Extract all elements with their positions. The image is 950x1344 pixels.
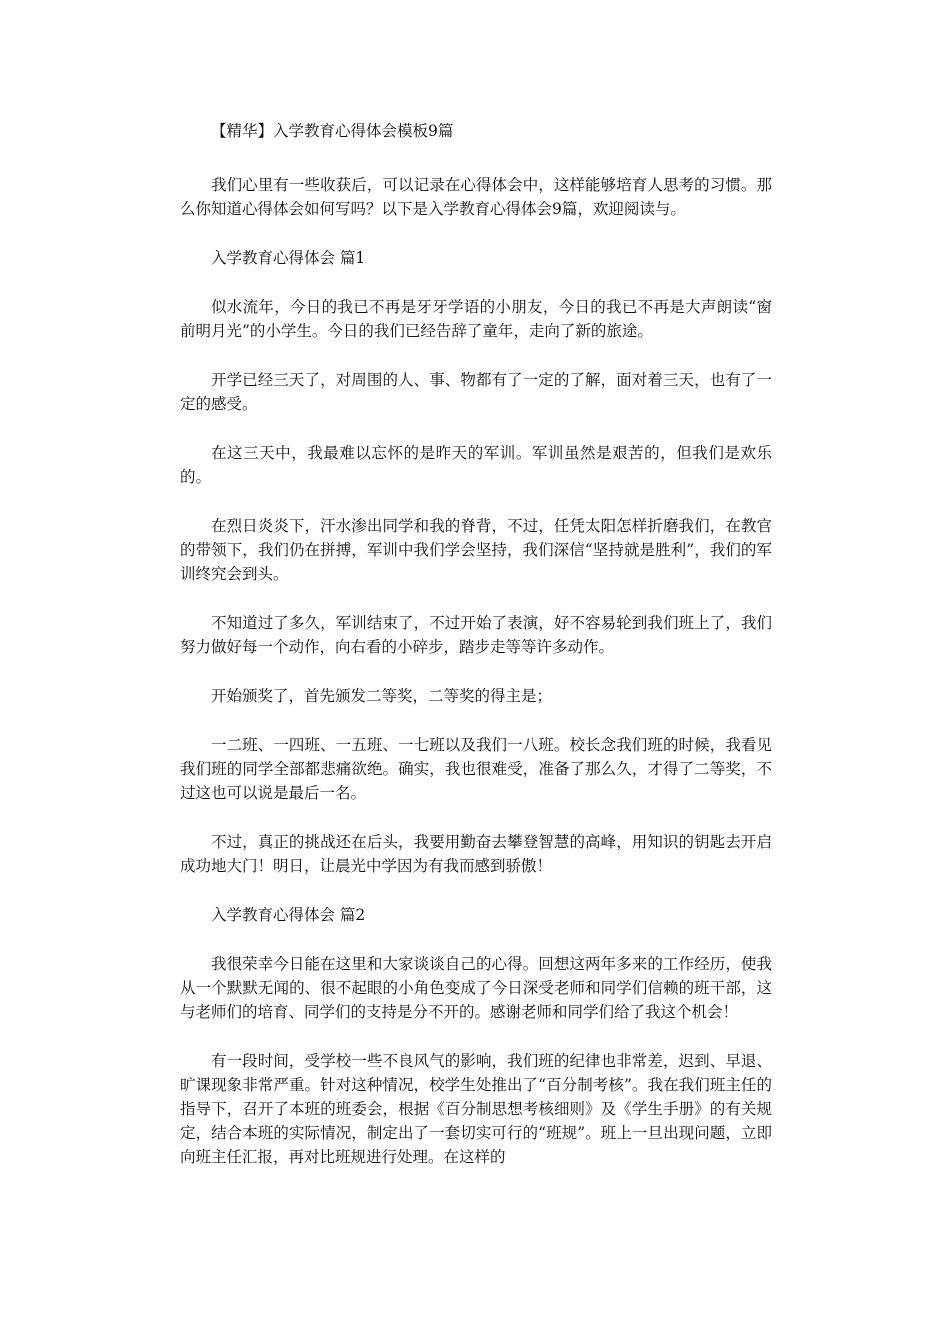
section-heading-2: 入学教育心得体会 篇2 [211, 906, 366, 924]
paragraph: 不过，真正的挑战还在后头，我要用勤奋去攀登智慧的高峰，用知识的钥匙去开启成功地大门！明日，让晨光中学因为有我而感到骄傲！ [180, 833, 772, 875]
document-title: 【精华】入学教育心得体会模板9篇 [211, 122, 454, 140]
document-body [180, 119, 772, 1194]
intro-paragraph: 我们心里有一些收获后，可以记录在心得体会中，这样能够培育人思考的习惯。那么你知道心得体会如何写吗？以下是入学教育心得体会9篇，欢迎阅读与。 [180, 176, 772, 218]
paragraph: 开学已经三天了，对周围的人、事、物都有了一定的了解，面对着三天，也有了一定的感受。 [180, 371, 772, 413]
paragraph: 开始颁奖了，首先颁发二等奖，二等奖的得主是； [211, 687, 553, 705]
paragraph: 在烈日炎炎下，汗水渗出同学和我的脊背，不过，任凭太阳怎样折磨我们，在教官的带领下，我们仍在拼搏，军训中我们学会坚持，我们深信“坚持就是胜利”，我们的军训终究会到头。 [180, 517, 772, 583]
paragraph: 我很荣幸今日能在这里和大家谈谈自己的心得。回想这两年多来的工作经历，使我从一个默默无闻的、很不起眼的小角色变成了今日深受老师和同学们信赖的班干部，这与老师们的培育、同学们的支持是分不开的。感谢老师和同学们给了我这个机会！ [180, 955, 772, 1021]
paragraph: 一二班、一四班、一五班、一七班以及我们一八班。校长念我们班的时候，我看见我们班的同学全部都悲痛欲绝。确实，我也很难受，准备了那么久，才得了二等奖，不过这也可以说是最后一名。 [180, 736, 772, 802]
paragraph: 在这三天中，我最难以忘怀的是昨天的军训。军训虽然是艰苦的，但我们是欢乐的。 [180, 444, 772, 486]
paragraph: 不知道过了多久，军训结束了，不过开始了表演，好不容易轮到我们班上了，我们努力做好每一个动作，向右看的小碎步，踏步走等等许多动作。 [180, 614, 772, 656]
paragraph: 似水流年，今日的我已不再是牙牙学语的小朋友，今日的我已不再是大声朗读“窗前明月光”的小学生。今日的我们已经告辞了童年，走向了新的旅途。 [180, 298, 772, 340]
paragraph: 有一段时间，受学校一些不良风气的影响，我们班的纪律也非常差，迟到、早退、旷课现象非常严重。针对这种情况，校学生处推出了“百分制考核”。我在我们班主任的指导下，召开了本班的班委会，根据《百分制思想考核细则》及《学生手册》的有关规定，结合本班的实际情况，制定出了一套切实可行的“班规”。班上一旦出现问题，立即向班主任汇报，再对比班规进行处理。在这样的 [180, 1052, 772, 1166]
section-heading-1: 入学教育心得体会 篇1 [211, 249, 366, 267]
